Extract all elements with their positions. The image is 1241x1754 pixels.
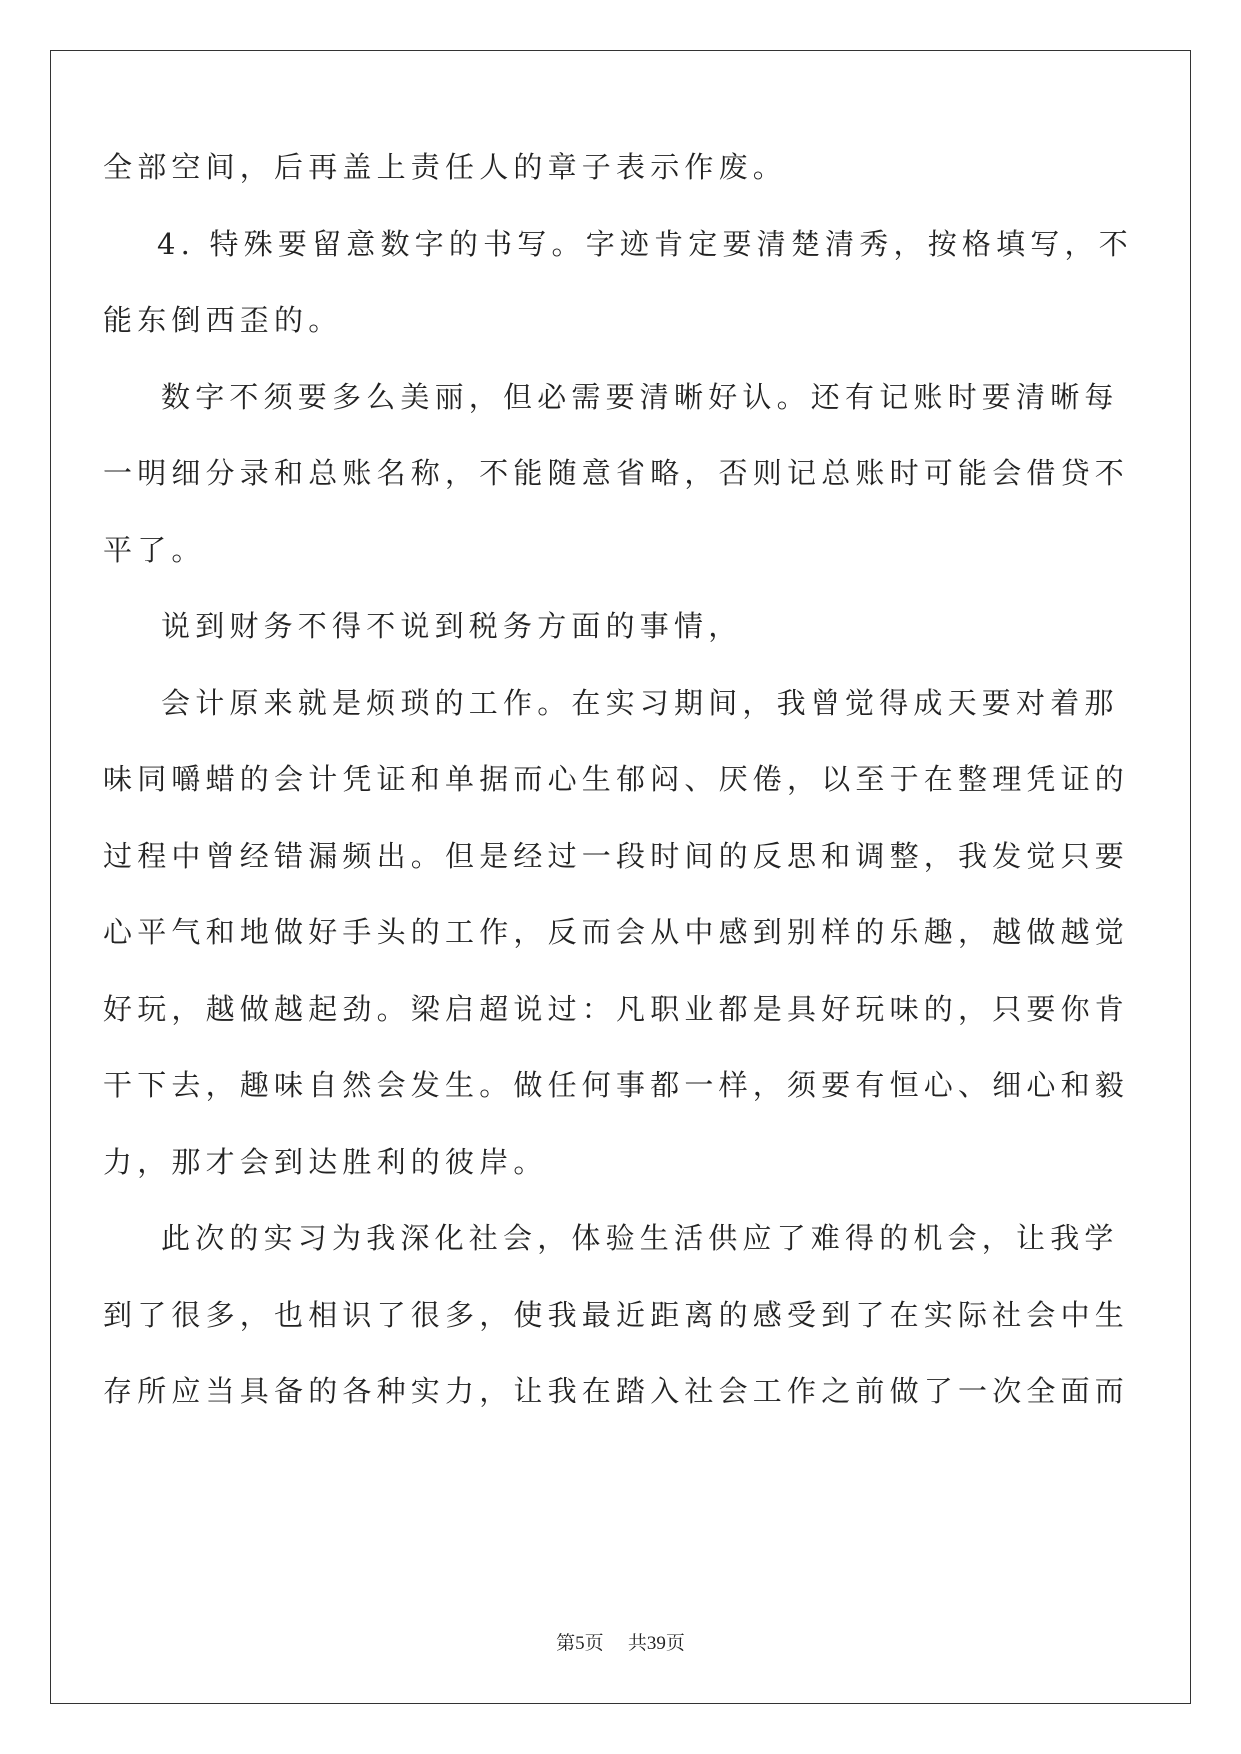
page-border [50, 50, 1191, 1704]
total-pages: 39 [646, 1633, 666, 1654]
text-line: 会计原来就是烦琐的工作。在实习期间，我曾觉得成天要对着那 [161, 686, 1119, 720]
text-line: 干下去，趣味自然会发生。做任何事都一样，须要有恒心、细心和毅 [103, 1068, 1130, 1102]
total-prefix: 共 [627, 1632, 647, 1654]
text-line: 此次的实习为我深化社会，体验生活供应了难得的机会，让我学 [161, 1221, 1119, 1255]
text-line: 说到财务不得不说到税务方面的事情， [161, 609, 743, 643]
text-line: 味同嚼蜡的会计凭证和单据而心生郁闷、厌倦，以至于在整理凭证的 [103, 762, 1130, 796]
text-line: 一明细分录和总账名称，不能随意省略，否则记总账时可能会借贷不 [103, 456, 1130, 490]
text-line: 心平气和地做好手头的工作，反而会从中感到别样的乐趣，越做越觉 [103, 915, 1130, 949]
text-line: 能东倒西歪的。 [103, 303, 343, 337]
text-line: 平了。 [103, 533, 206, 567]
text-line: 全部空间，后再盖上责任人的章子表示作废。 [103, 150, 788, 184]
text-line: 存所应当具备的各种实力，让我在踏入社会工作之前做了一次全面而 [103, 1374, 1130, 1408]
text-line: 好玩，越做越起劲。梁启超说过：凡职业都是具好玩味的，只要你肯 [103, 992, 1130, 1026]
text-line: 过程中曾经错漏频出。但是经过一段时间的反思和调整，我发觉只要 [103, 839, 1130, 873]
page-prefix: 第 [556, 1632, 576, 1654]
page-footer [0, 1628, 1241, 1655]
total-suffix: 页 [665, 1632, 685, 1654]
page-number: 5 [575, 1633, 585, 1654]
page-suffix: 页 [584, 1632, 604, 1654]
text-line: 4. 特殊要留意数字的书写。字迹肯定要清楚清秀，按格填写，不 [157, 227, 1133, 261]
text-line: 数字不须要多么美丽，但必需要清晰好认。还有记账时要清晰每 [161, 380, 1119, 414]
text-line: 到了很多，也相识了很多，使我最近距离的感受到了在实际社会中生 [103, 1298, 1130, 1332]
text-line: 力，那才会到达胜利的彼岸。 [103, 1145, 548, 1179]
